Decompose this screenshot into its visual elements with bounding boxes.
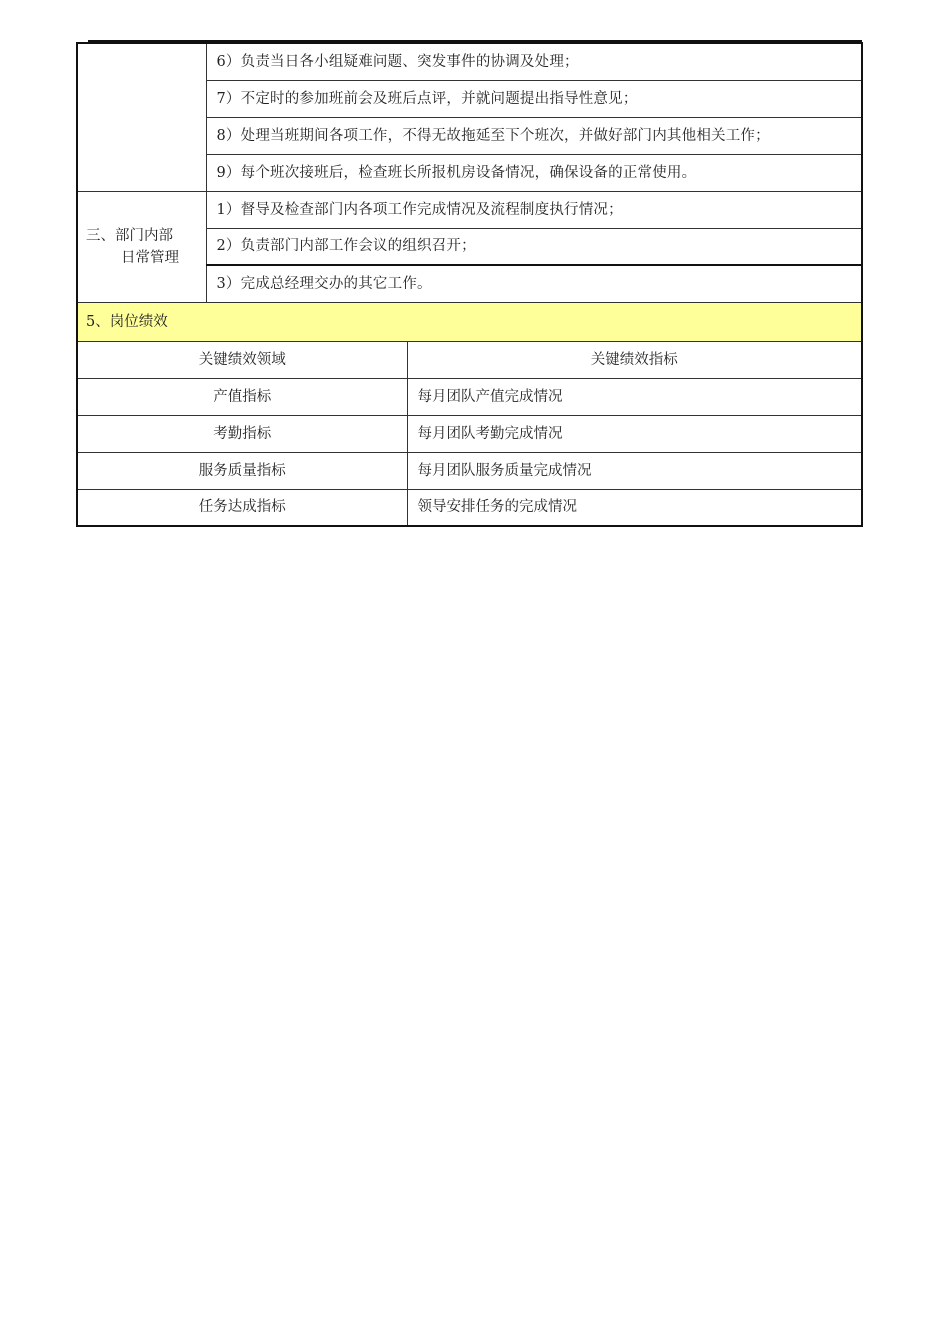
kpi-area-header: 关键绩效领域 (77, 341, 407, 378)
category-cell-continued (77, 43, 206, 191)
category-label-line2: 日常管理 (121, 249, 179, 266)
duty-item: 3）完成总经理交办的其它工作。 (206, 265, 862, 302)
kpi-indicator: 每月团队产值完成情况 (407, 378, 862, 415)
duty-item: 7）不定时的参加班前会及班后点评，并就问题提出指导性意见； (206, 80, 862, 117)
kpi-header-row (77, 341, 862, 378)
kpi-indicator: 每月团队服务质量完成情况 (407, 452, 862, 489)
kpi-area: 考勤指标 (77, 415, 407, 452)
duty-row (77, 43, 862, 80)
duty-item: 8）处理当班期间各项工作，不得无故拖延至下个班次，并做好部门内其他相关工作； (206, 117, 862, 154)
category-label-line1: 三、部门内部 (86, 227, 173, 244)
duty-item: 9）每个班次接班后，检查班长所报机房设备情况，确保设备的正常使用。 (206, 154, 862, 191)
duty-item: 2）负责部门内部工作会议的组织召开； (206, 228, 862, 265)
section-heading-performance: 5、岗位绩效 (77, 302, 862, 341)
duty-item: 6）负责当日各小组疑难问题、突发事件的协调及处理； (206, 43, 862, 80)
kpi-row (77, 452, 862, 489)
category-cell-internal-management (77, 191, 206, 302)
kpi-row (77, 489, 862, 526)
job-description-table (76, 42, 863, 527)
section-heading-row (77, 302, 862, 341)
duty-item: 1）督导及检查部门内各项工作完成情况及流程制度执行情况； (206, 191, 862, 228)
duty-row (77, 191, 862, 228)
kpi-area: 产值指标 (77, 378, 407, 415)
kpi-row (77, 378, 862, 415)
kpi-row (77, 415, 862, 452)
kpi-indicator: 领导安排任务的完成情况 (407, 489, 862, 526)
kpi-indicator: 每月团队考勤完成情况 (407, 415, 862, 452)
kpi-area: 任务达成指标 (77, 489, 407, 526)
kpi-indicator-header: 关键绩效指标 (407, 341, 862, 378)
kpi-area: 服务质量指标 (77, 452, 407, 489)
